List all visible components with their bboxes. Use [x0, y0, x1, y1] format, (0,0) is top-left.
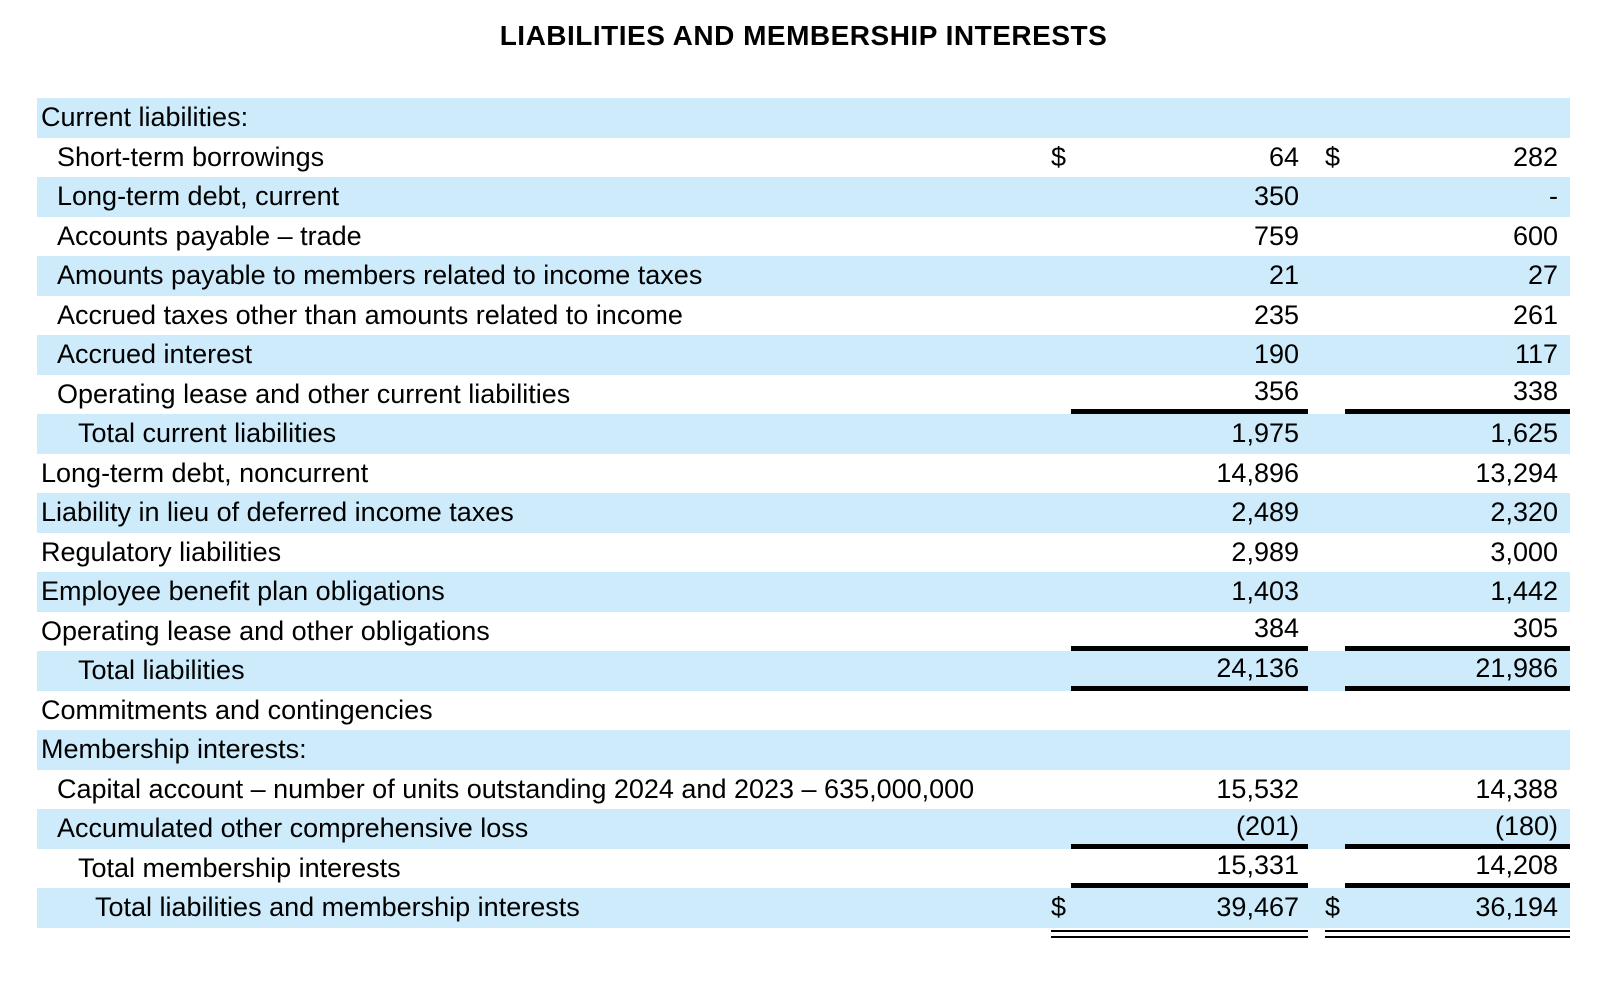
col1-amount: 759 [1253, 220, 1299, 251]
col2-amount: 21,986 [1345, 651, 1570, 691]
col1-dollar-sign [1051, 849, 1071, 889]
col1-dollar-sign [1051, 256, 1071, 296]
col2-amount: 27 [1527, 260, 1558, 291]
col1-amount: 39,467 [1216, 892, 1299, 923]
table-row [37, 612, 1570, 652]
row-label: Liability in lieu of deferred income taxes [41, 497, 514, 528]
col2-amount: 14,388 [1475, 773, 1558, 804]
col1-amount: 21 [1268, 260, 1299, 291]
row-label: Employee benefit plan obligations [41, 576, 445, 607]
col1-amount: 2,489 [1231, 497, 1299, 528]
col1-dollar-sign [1051, 335, 1071, 375]
col2-amount: 261 [1512, 299, 1558, 330]
double-underline-col1 [1051, 930, 1308, 938]
col1-dollar-sign [1051, 533, 1071, 573]
row-label: Total membership interests [78, 852, 401, 883]
col2-amount: 1,442 [1490, 576, 1558, 607]
row-label: Long-term debt, noncurrent [41, 457, 369, 488]
col2-dollar-sign [1325, 177, 1345, 217]
col2-amount [1345, 691, 1570, 731]
col2-dollar-sign [1325, 98, 1345, 138]
row-label: Operating lease and other obligations [41, 615, 490, 646]
col2-dollar-sign [1325, 335, 1345, 375]
row-label: Current liabilities: [41, 102, 249, 133]
col2-dollar-sign [1325, 414, 1345, 454]
table-row [37, 730, 1570, 770]
row-label: Membership interests: [41, 734, 307, 765]
col1-amount [1071, 730, 1308, 770]
col2-dollar-sign [1325, 612, 1345, 652]
col2-dollar-sign [1325, 691, 1345, 731]
col2-amount: - [1549, 181, 1558, 212]
table-row [37, 888, 1570, 928]
double-underline-col2 [1325, 930, 1570, 938]
row-label: Total liabilities [78, 655, 245, 686]
col1-amount: 15,331 [1071, 849, 1308, 889]
row-label: Accrued taxes other than amounts related to income [57, 299, 683, 330]
column-gap [1308, 691, 1325, 731]
liabilities-table [37, 98, 1570, 942]
page-title: LIABILITIES AND MEMBERSHIP INTERESTS [499, 20, 1108, 51]
col2-dollar-sign [1325, 296, 1345, 336]
col2-amount: 1,625 [1490, 418, 1558, 449]
col2-dollar-sign [1325, 730, 1345, 770]
column-gap [1308, 888, 1325, 928]
column-gap [1308, 651, 1325, 691]
table-row [37, 533, 1570, 573]
row-label: Accounts payable – trade [57, 220, 362, 251]
col1-dollar-sign: $ [1051, 141, 1067, 172]
table-row [37, 296, 1570, 336]
col1-dollar-sign [1051, 454, 1071, 494]
column-gap [1308, 612, 1325, 652]
table-row [37, 414, 1570, 454]
row-label: Long-term debt, current [57, 181, 340, 212]
column-gap [1308, 296, 1325, 336]
col2-dollar-sign [1325, 809, 1345, 849]
col2-amount: 117 [1514, 339, 1558, 370]
col1-amount: 190 [1253, 339, 1299, 370]
table-row [37, 335, 1570, 375]
row-label: Regulatory liabilities [41, 536, 282, 567]
column-gap [1308, 454, 1325, 494]
column-gap [1308, 177, 1325, 217]
col2-amount: 13,294 [1475, 457, 1558, 488]
column-gap [1308, 770, 1325, 810]
column-gap [1308, 572, 1325, 612]
table-row [37, 651, 1570, 691]
col2-amount: 338 [1345, 375, 1570, 415]
row-label: Commitments and contingencies [41, 694, 433, 725]
table-row [37, 138, 1570, 178]
col1-amount: (201) [1071, 809, 1308, 849]
column-gap [1308, 849, 1325, 889]
col1-dollar-sign: $ [1051, 892, 1067, 923]
col2-dollar-sign [1325, 217, 1345, 257]
table-row [37, 256, 1570, 296]
row-label: Short-term borrowings [57, 141, 325, 172]
column-gap [1308, 335, 1325, 375]
column-gap [1308, 256, 1325, 296]
col1-dollar-sign [1051, 572, 1071, 612]
col1-dollar-sign [1051, 651, 1071, 691]
col1-dollar-sign [1051, 296, 1071, 336]
col2-dollar-sign: $ [1325, 141, 1341, 172]
row-label: Accrued interest [57, 339, 253, 370]
table-row [37, 691, 1570, 731]
col1-amount: 235 [1253, 299, 1299, 330]
col1-amount: 1,975 [1231, 418, 1299, 449]
col1-amount: 1,403 [1231, 576, 1299, 607]
table-row [37, 572, 1570, 612]
table-row [37, 770, 1570, 810]
col1-dollar-sign [1051, 691, 1071, 731]
row-label: Capital account – number of units outstanding 2024 and 2023 – 635,000,000 [57, 773, 975, 804]
table-row [37, 454, 1570, 494]
col2-amount: 3,000 [1490, 536, 1558, 567]
column-gap [1308, 138, 1325, 178]
col1-dollar-sign [1051, 612, 1071, 652]
col1-amount: 350 [1253, 181, 1299, 212]
col1-dollar-sign [1051, 177, 1071, 217]
column-gap [1308, 809, 1325, 849]
col1-amount: 356 [1071, 375, 1308, 415]
col2-amount: 2,320 [1490, 497, 1558, 528]
col1-dollar-sign [1051, 98, 1071, 138]
col1-dollar-sign [1051, 730, 1071, 770]
col2-dollar-sign [1325, 454, 1345, 494]
col2-dollar-sign [1325, 572, 1345, 612]
row-label: Operating lease and other current liabilities [57, 378, 571, 409]
column-gap [1308, 217, 1325, 257]
col2-amount: 600 [1512, 220, 1558, 251]
col1-dollar-sign [1051, 809, 1071, 849]
col2-dollar-sign: $ [1325, 892, 1341, 923]
col2-dollar-sign [1325, 849, 1345, 889]
table-row [37, 177, 1570, 217]
col1-dollar-sign [1051, 375, 1071, 415]
col2-dollar-sign [1325, 533, 1345, 573]
col1-amount: 384 [1071, 612, 1308, 652]
table-row [37, 98, 1570, 138]
col2-amount: 14,208 [1345, 849, 1570, 889]
table-row [37, 375, 1570, 415]
col1-dollar-sign [1051, 770, 1071, 810]
col1-dollar-sign [1051, 217, 1071, 257]
row-label: Total liabilities and membership interests [95, 892, 580, 923]
col1-amount: 14,896 [1216, 457, 1299, 488]
col2-amount: (180) [1345, 809, 1570, 849]
row-label: Total current liabilities [78, 418, 337, 449]
row-label: Amounts payable to members related to income taxes [57, 260, 703, 291]
table-row [37, 849, 1570, 889]
col2-amount [1345, 730, 1570, 770]
col1-dollar-sign [1051, 493, 1071, 533]
column-gap [1308, 493, 1325, 533]
col2-amount: 282 [1512, 141, 1558, 172]
table-row [37, 493, 1570, 533]
col1-amount: 64 [1268, 141, 1299, 172]
col1-amount: 24,136 [1071, 651, 1308, 691]
col2-dollar-sign [1325, 770, 1345, 810]
col1-dollar-sign [1051, 414, 1071, 454]
column-gap [1308, 375, 1325, 415]
row-label: Accumulated other comprehensive loss [57, 813, 529, 844]
column-gap [1308, 414, 1325, 454]
table-row [37, 217, 1570, 257]
col1-amount: 15,532 [1216, 773, 1299, 804]
col2-dollar-sign [1325, 493, 1345, 533]
col2-amount: 36,194 [1475, 892, 1558, 923]
col1-amount: 2,989 [1231, 536, 1299, 567]
table-row [37, 809, 1570, 849]
col1-amount [1071, 691, 1308, 731]
col2-amount [1345, 98, 1570, 138]
col2-dollar-sign [1325, 651, 1345, 691]
col2-dollar-sign [1325, 375, 1345, 415]
col2-dollar-sign [1325, 256, 1345, 296]
col2-amount: 305 [1345, 612, 1570, 652]
column-gap [1308, 533, 1325, 573]
col1-amount [1071, 98, 1308, 138]
column-gap [1308, 730, 1325, 770]
double-underline-row [37, 930, 1570, 942]
column-gap [1308, 98, 1325, 138]
